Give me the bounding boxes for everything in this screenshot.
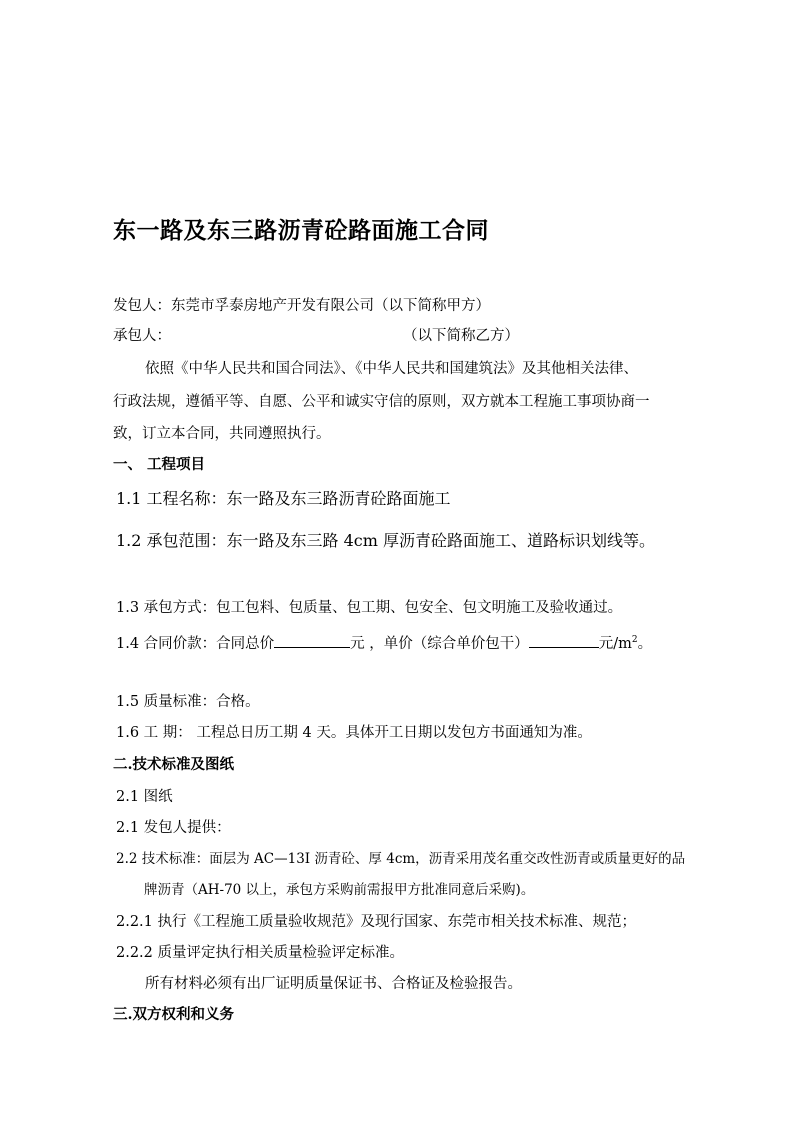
- party-b: [113, 326, 519, 346]
- item-1-4-sup: 2: [631, 635, 638, 645]
- item-1-1: 1.1 工程名称：东一路及东三路沥青砼路面施工: [116, 489, 451, 508]
- contract-title: 东一路及东三路沥青砼路面施工合同: [113, 217, 489, 244]
- item-1-5: 1.5 质量标准：合格。: [116, 694, 260, 710]
- section-3-heading: 三.双方权利和义务: [113, 1006, 235, 1023]
- item-2-2-line-1: 2.2 技术标准：面层为 AC—13I 沥青砼、厚 4cm，沥青采用茂名重交改性沥青或质量更好的品: [116, 851, 686, 867]
- preamble-line-1: 依照《中华人民共和国合同法》、《中华人民共和国建筑法》及其他相关法律、: [145, 361, 638, 377]
- item-2-2-1: 2.2.1 执行《工程施工质量验收规范》及现行国家、东莞市相关技术标准、规范；: [116, 914, 637, 930]
- item-1-4-unit-label: 元 ，单价（综合单价包干）: [350, 635, 529, 652]
- total-price-blank: [274, 631, 350, 648]
- item-2-1b: 2.1 发包人提供：: [116, 820, 231, 836]
- item-2-2-2: 2.2.2 质量评定执行相关质量检验评定标准。: [116, 945, 405, 961]
- item-2-1: 2.1 图纸: [116, 789, 173, 805]
- item-1-3: 1.3 承包方式：包工包料、包质量、包工期、包安全、包文明施工及验收通过。: [116, 600, 623, 616]
- item-1-4-unit: 元/m: [598, 635, 632, 652]
- party-a: 发包人：东莞市孚泰房地产开发有限公司（以下简称甲方）: [113, 298, 490, 314]
- item-1-4-end: 。: [637, 635, 653, 652]
- materials-note: 所有材料必须有出厂证明质量保证书、合格证及检验报告。: [145, 976, 522, 992]
- item-1-4: [116, 630, 652, 654]
- item-1-6: 1.6 工 期： 工程总日历工期 4 天。具体开工日期以发包方书面通知为准。: [116, 725, 592, 741]
- item-1-4-label: 1.4 合同价款：合同总价: [116, 635, 275, 652]
- unit-price-blank: [529, 631, 599, 648]
- section-2-heading: 二.技术标准及图纸: [113, 756, 235, 773]
- preamble-line-3: 致，订立本合同，共同遵照执行。: [113, 426, 331, 442]
- section-1-heading: 一、 工程项目: [113, 456, 206, 473]
- party-b-suffix: （以下简称乙方）: [403, 328, 519, 344]
- party-b-label: 承包人：: [113, 328, 171, 344]
- item-2-2-line-2: 牌沥青（AH-70 以上，承包方采购前需报甲方批准同意后采购)。: [144, 882, 535, 898]
- item-1-2: 1.2 承包范围：东一路及东三路 4cm 厚沥青砼路面施工、道路标识划线等。: [116, 531, 656, 550]
- preamble-line-2: 行政法规，遵循平等、自愿、公平和诚实守信的原则，双方就本工程施工事项协商一: [113, 394, 650, 410]
